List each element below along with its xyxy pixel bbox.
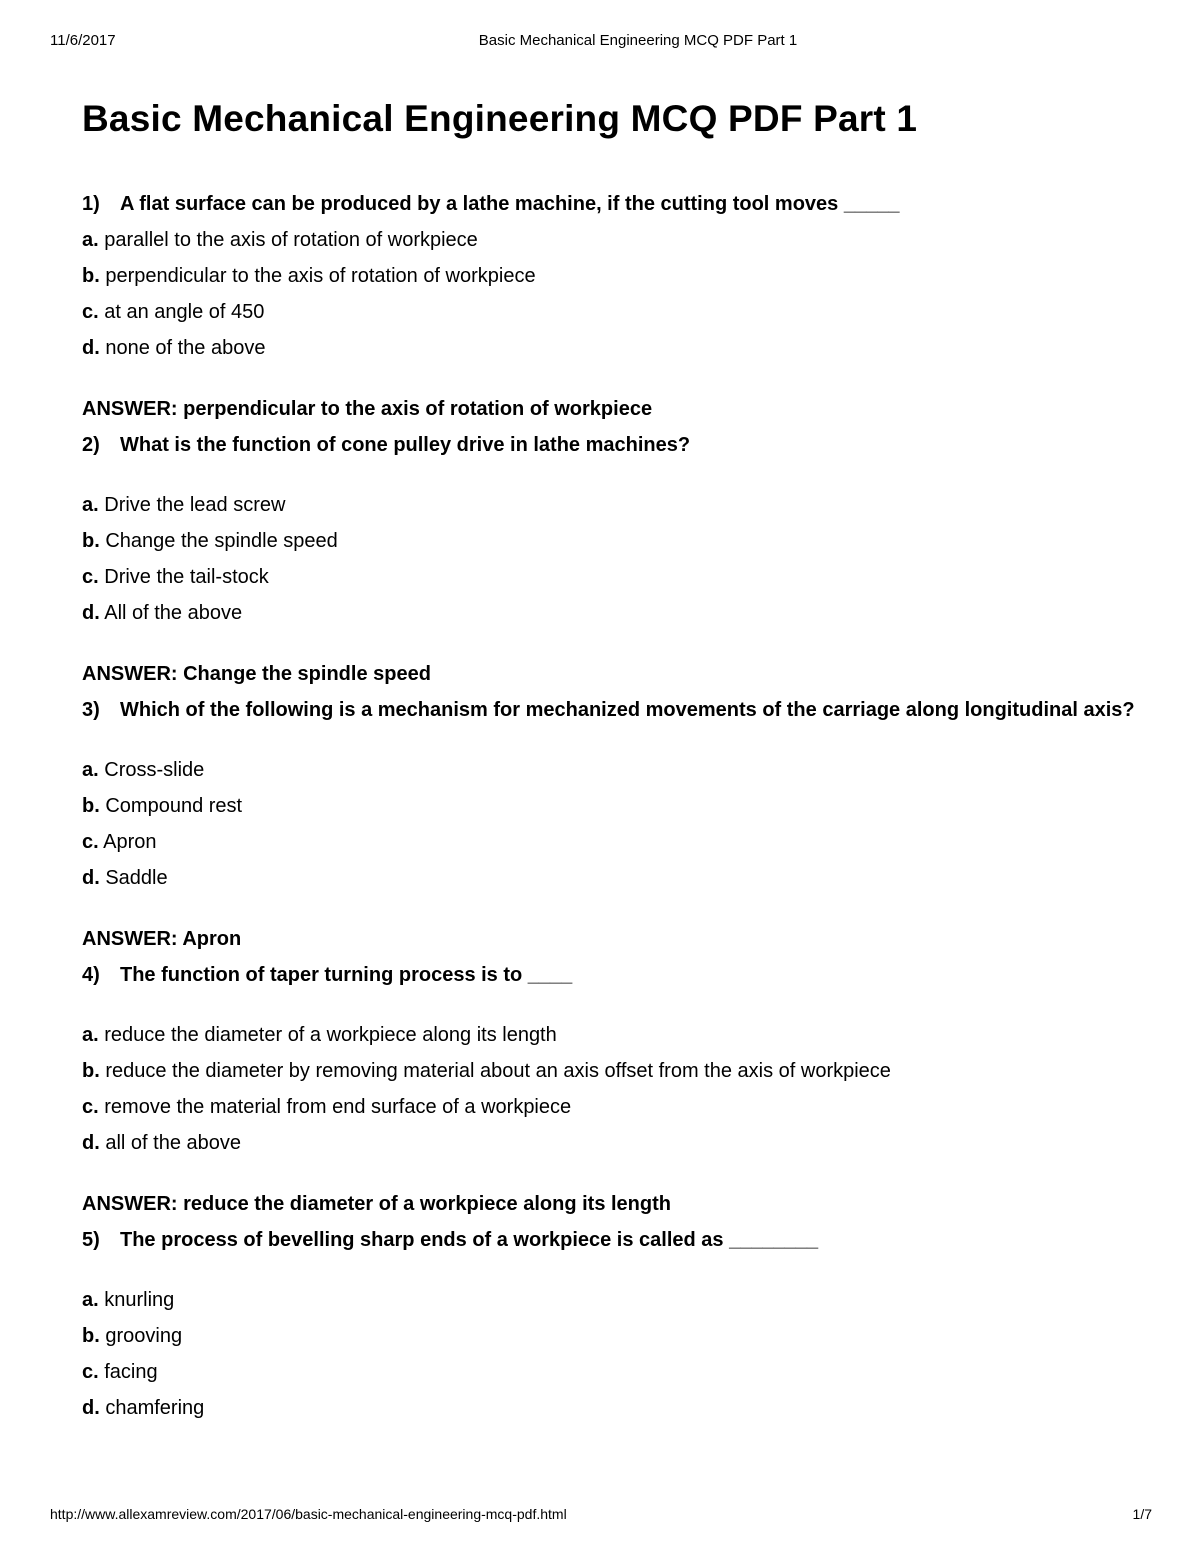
option-letter: a. bbox=[82, 229, 99, 251]
option-text: Drive the tail-stock bbox=[104, 566, 269, 588]
option-b bbox=[82, 258, 1142, 294]
question-text bbox=[82, 692, 1142, 728]
option-letter: d. bbox=[82, 1132, 100, 1154]
option-b bbox=[82, 1318, 1142, 1354]
option-letter: b. bbox=[82, 1060, 100, 1082]
option-text: perpendicular to the axis of rotation of workpiece bbox=[105, 265, 536, 287]
option-letter: b. bbox=[82, 1325, 100, 1347]
option-list bbox=[82, 1017, 1142, 1161]
option-letter: c. bbox=[82, 1096, 99, 1118]
answer-line: ANSWER: Change the spindle speed bbox=[82, 663, 431, 685]
option-letter: d. bbox=[82, 602, 100, 624]
option-b bbox=[82, 523, 1142, 559]
option-list bbox=[82, 222, 1142, 366]
question-stem: The process of bevelling sharp ends of a workpiece is called as ________ bbox=[120, 1229, 819, 1251]
question-number: 2) bbox=[82, 434, 100, 456]
option-text: knurling bbox=[104, 1289, 175, 1311]
option-d bbox=[82, 860, 1142, 896]
option-text: at an angle of 450 bbox=[104, 301, 265, 323]
option-b bbox=[82, 788, 1142, 824]
page-number: 1/7 bbox=[1132, 1506, 1152, 1522]
option-text: Change the spindle speed bbox=[105, 530, 338, 552]
option-list bbox=[82, 752, 1142, 896]
option-a bbox=[82, 1282, 1142, 1318]
option-letter: b. bbox=[82, 265, 100, 287]
option-text: All of the above bbox=[104, 602, 243, 624]
option-letter: d. bbox=[82, 867, 100, 889]
question-3 bbox=[82, 692, 1142, 957]
option-a bbox=[82, 222, 1142, 258]
option-letter: c. bbox=[82, 831, 99, 853]
option-a bbox=[82, 752, 1142, 788]
question-stem: The function of taper turning process is to ____ bbox=[120, 964, 573, 986]
question-2 bbox=[82, 427, 1142, 692]
option-d bbox=[82, 1390, 1142, 1426]
answer-line: ANSWER: reduce the diameter of a workpiece along its length bbox=[82, 1193, 671, 1215]
option-text: Compound rest bbox=[105, 795, 243, 817]
option-d bbox=[82, 330, 1142, 366]
option-d bbox=[82, 1125, 1142, 1161]
option-text: grooving bbox=[105, 1325, 183, 1347]
option-letter: d. bbox=[82, 1397, 100, 1419]
option-list bbox=[82, 1282, 1142, 1426]
question-list bbox=[82, 186, 1142, 1426]
option-c bbox=[82, 294, 1142, 330]
option-c bbox=[82, 1089, 1142, 1125]
option-d bbox=[82, 595, 1142, 631]
option-text: Cross-slide bbox=[104, 759, 205, 781]
option-letter: b. bbox=[82, 530, 100, 552]
question-4 bbox=[82, 957, 1142, 1222]
option-letter: b. bbox=[82, 795, 100, 817]
option-text: facing bbox=[104, 1361, 158, 1383]
print-header-title: Basic Mechanical Engineering MCQ PDF Part 1 bbox=[478, 32, 798, 49]
question-1 bbox=[82, 186, 1142, 427]
question-text bbox=[82, 957, 1142, 993]
question-text bbox=[82, 427, 1142, 463]
option-text: reduce the diameter by removing material about an axis offset from the axis of workpiece bbox=[105, 1060, 891, 1082]
question-number: 1) bbox=[82, 193, 100, 215]
option-text: remove the material from end surface of a workpiece bbox=[104, 1096, 572, 1118]
question-stem: A flat surface can be produced by a lathe machine, if the cutting tool moves _____ bbox=[120, 193, 900, 215]
option-text: Saddle bbox=[105, 867, 168, 889]
option-text: chamfering bbox=[105, 1397, 205, 1419]
option-letter: c. bbox=[82, 1361, 99, 1383]
option-text: Drive the lead screw bbox=[104, 494, 286, 516]
option-text: parallel to the axis of rotation of workpiece bbox=[104, 229, 478, 251]
answer-line: ANSWER: perpendicular to the axis of rotation of workpiece bbox=[82, 398, 653, 420]
option-letter: a. bbox=[82, 1024, 99, 1046]
option-a bbox=[82, 487, 1142, 523]
option-c bbox=[82, 824, 1142, 860]
question-5 bbox=[82, 1222, 1142, 1426]
option-text: none of the above bbox=[105, 337, 266, 359]
option-letter: d. bbox=[82, 337, 100, 359]
page-title: Basic Mechanical Engineering MCQ PDF Part 1 bbox=[82, 98, 918, 139]
option-letter: c. bbox=[82, 301, 99, 323]
option-a bbox=[82, 1017, 1142, 1053]
option-letter: a. bbox=[82, 494, 99, 516]
option-b bbox=[82, 1053, 1142, 1089]
question-stem: What is the function of cone pulley drive in lathe machines? bbox=[120, 434, 691, 456]
option-text: all of the above bbox=[105, 1132, 241, 1154]
option-c bbox=[82, 559, 1142, 595]
print-footer-url: http://www.allexamreview.com/2017/06/basic-mechanical-engineering-mcq-pdf.html bbox=[50, 1506, 567, 1522]
question-number: 5) bbox=[82, 1229, 100, 1251]
option-text: reduce the diameter of a workpiece along its length bbox=[104, 1024, 557, 1046]
question-stem: Which of the following is a mechanism for mechanized movements of the carriage along longitudinal axis? bbox=[120, 699, 1135, 721]
question-text bbox=[82, 186, 1142, 222]
question-number: 3) bbox=[82, 699, 100, 721]
answer-line: ANSWER: Apron bbox=[82, 928, 242, 950]
option-letter: a. bbox=[82, 759, 99, 781]
option-letter: c. bbox=[82, 566, 99, 588]
option-c bbox=[82, 1354, 1142, 1390]
option-list bbox=[82, 487, 1142, 631]
print-date: 11/6/2017 bbox=[50, 32, 116, 49]
option-letter: a. bbox=[82, 1289, 99, 1311]
question-number: 4) bbox=[82, 964, 100, 986]
option-text: Apron bbox=[103, 831, 157, 853]
question-text bbox=[82, 1222, 1142, 1258]
